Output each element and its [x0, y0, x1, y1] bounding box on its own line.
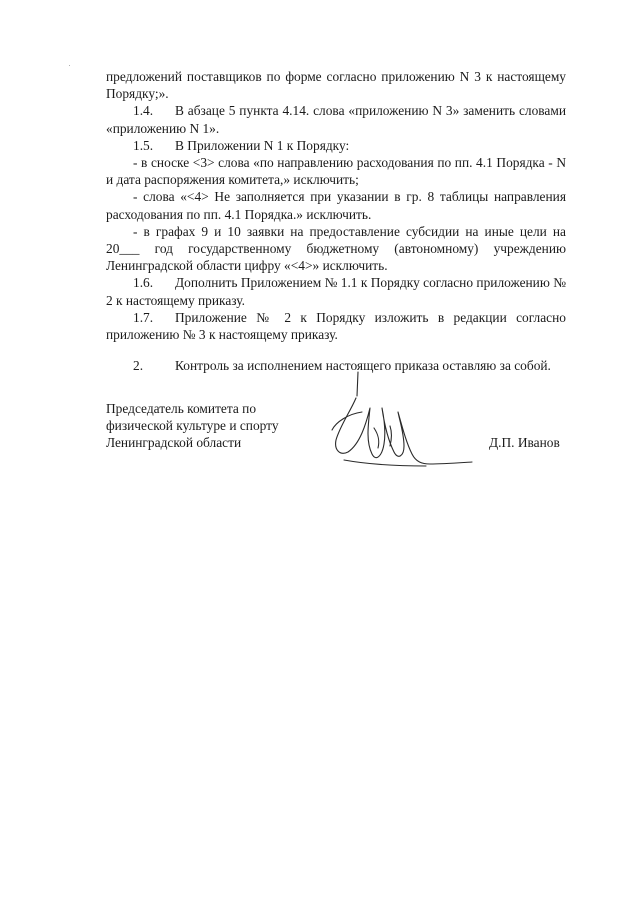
paragraph-text: Дополнить Приложением № 1.1 к Порядку согласно приложению № 2 к настоящему приказу. — [106, 275, 566, 308]
paragraph-number: 1.4. — [133, 103, 154, 119]
paragraph-1-4 — [106, 102, 566, 136]
paragraph-text: - слова «<4> Не заполняется при указании в гр. 8 таблицы направления расходования по пп. 4.1 Порядка.» исключить. — [106, 189, 566, 222]
signer-position-line: Ленинградской области — [106, 435, 242, 451]
signer-name: Д.П. Иванов — [489, 435, 560, 450]
paragraph-dash-footnote — [106, 154, 566, 188]
paragraph-dash-columns — [106, 223, 566, 275]
paragraph-text: - в графах 9 и 10 заявки на предоставление субсидии на иные цели на 20___ год государственному бюджетному (автономному) учреждению Ленинградской области цифру «<4>» исключить. — [106, 223, 566, 274]
document-body — [106, 68, 566, 374]
scan-speck — [69, 65, 70, 66]
paragraph-1-6 — [106, 274, 566, 308]
paragraph-text: В Приложении N 1 к Порядку: — [175, 137, 350, 153]
paragraph-number: 1.7. — [133, 309, 154, 325]
paragraph-continuation — [106, 68, 566, 102]
paragraph-spacer — [106, 343, 566, 357]
paragraph-1-5 — [106, 137, 566, 154]
paragraph-number: 2. — [133, 358, 144, 374]
signer-position — [106, 400, 279, 452]
handwritten-signature — [326, 368, 476, 480]
paragraph-text: В абзаце 5 пункта 4.14. слова «приложению N 3» заменить словами «приложению N 1». — [106, 103, 566, 136]
signer-position-line: физической культуре и спорту — [106, 418, 279, 434]
paragraph-text: Контроль за исполнением настоящего приказа оставляю за собой. — [175, 358, 551, 374]
paragraph-text: Приложение № 2 к Порядку изложить в редакции согласно приложению № 3 к настоящему приказу. — [106, 309, 566, 343]
paragraph-text: предложений поставщиков по форме согласно приложению N 3 к настоящему Порядку;». — [106, 69, 566, 102]
paragraph-dash-words — [106, 188, 566, 222]
signer-position-line: Председатель комитета по — [106, 401, 257, 416]
paragraph-text: - в сноске <3> слова «по направлению расходования по пп. 4.1 Порядка - N и дата распоряжения комитета,» исключить; — [106, 155, 566, 188]
paragraph-1-7 — [106, 309, 566, 343]
paragraph-number: 1.6. — [133, 275, 154, 291]
paragraph-number: 1.5. — [133, 137, 154, 153]
